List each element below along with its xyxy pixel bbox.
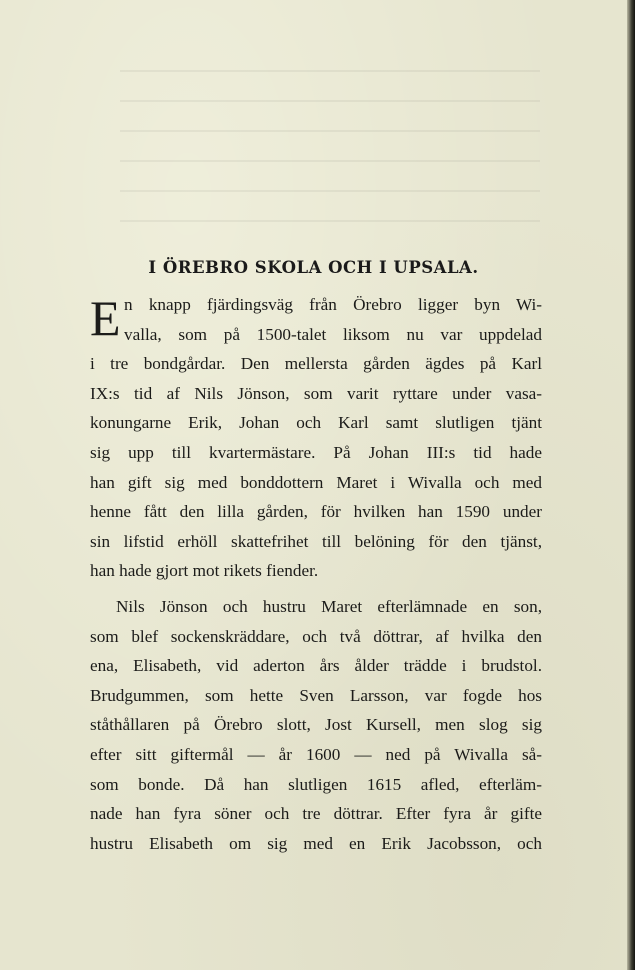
text-line: ståthållaren på Örebro slott, Jost Kursell, men slog sig xyxy=(90,715,542,735)
text-line: efter sitt giftermål — år 1600 — ned på Wivalla så- xyxy=(90,744,542,764)
show-through-text xyxy=(120,70,540,250)
text-line: som blef sockenskräddare, och två döttrar, af hvilka den xyxy=(90,626,542,646)
text-line: Brudgummen, som hette Sven Larsson, var fogde hos xyxy=(90,685,542,705)
text-line: sin lifstid erhöll skattefrihet till belöning för den tjänst, xyxy=(90,531,542,551)
chapter-title: I ÖREBRO SKOLA OCH I UPSALA. xyxy=(148,258,479,277)
text-line: IX:s tid af Nils Jönson, som varit ryttare under vasa- xyxy=(90,383,542,403)
text-line: Nils Jönson och hustru Maret efterlämnade en son, xyxy=(116,596,542,616)
text-line: henne fått den lilla gården, för hvilken han 1590 under xyxy=(90,502,542,522)
text-line: han hade gjort mot rikets fiender. xyxy=(90,561,319,581)
text-line: i tre bondgårdar. Den mellersta gården ägdes på Karl xyxy=(90,354,542,374)
text-line: ena, Elisabeth, vid aderton års ålder trädde i brudstol. xyxy=(90,656,542,676)
text-line: konungarne Erik, Johan och Karl samt slutligen tjänt xyxy=(90,413,542,433)
text-line: som bonde. Då han slutligen 1615 afled, efterläm- xyxy=(90,774,542,794)
text-line: hustru Elisabeth om sig med en Erik Jacobsson, och xyxy=(90,833,542,853)
text-line: nade han fyra söner och tre döttrar. Efter fyra år gifte xyxy=(90,804,542,824)
drop-cap: E xyxy=(90,290,121,346)
text-line: sig upp till kvartermästare. På Johan III:s tid hade xyxy=(90,442,542,462)
page-edge xyxy=(627,0,635,970)
text-line: valla, som på 1500-talet liksom nu var uppdelad xyxy=(124,324,542,344)
text-line: n knapp fjärdingsväg från Örebro ligger byn Wi- xyxy=(124,295,542,314)
body-text xyxy=(90,290,542,858)
text-line: han gift sig med bonddottern Maret i Wivalla och med xyxy=(90,472,542,492)
